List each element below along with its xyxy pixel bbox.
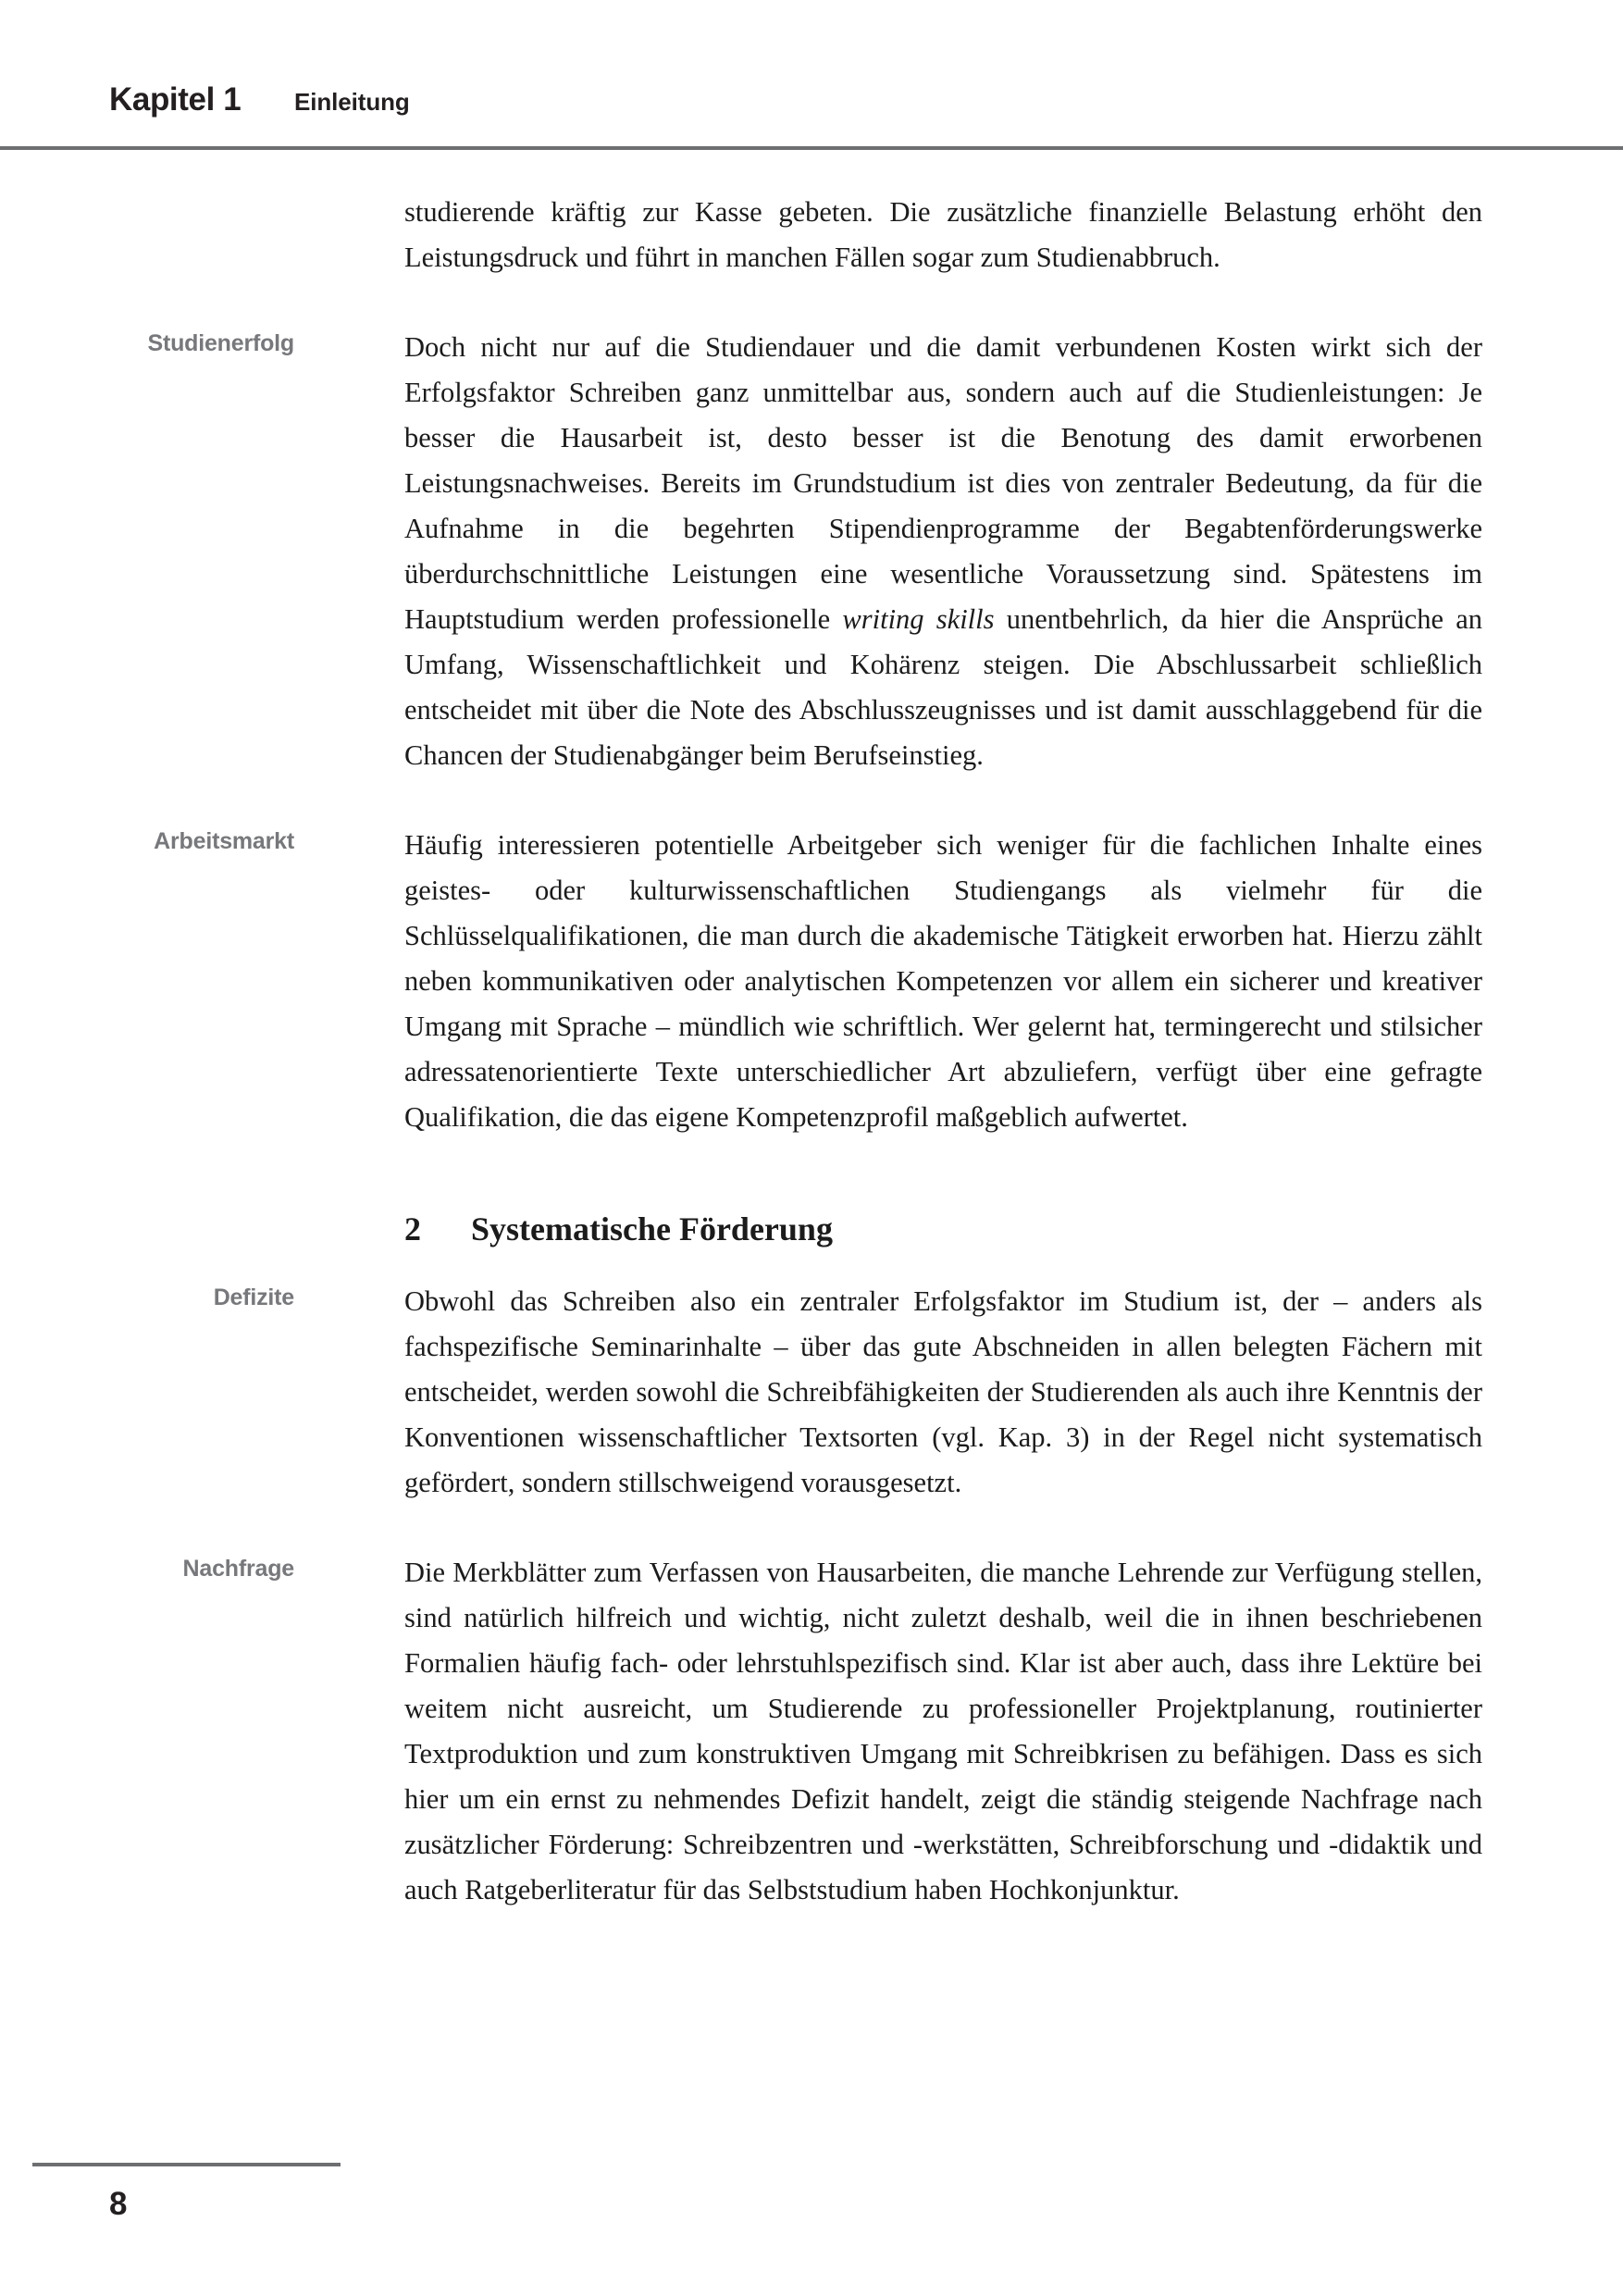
marginal-note-studienerfolg: Studienerfolg	[147, 330, 294, 356]
paragraph-intro: studierende kräftig zur Kasse gebeten. Die zusätzliche finanzielle Belastung erhöht den Leistungsdruck und führt in manchen Fällen sogar zum Studienabbruch.	[404, 196, 1482, 273]
italic-term-writing-skills: writing skills	[842, 603, 995, 635]
paragraph-block-nachfrage	[0, 1550, 1623, 1913]
section-spacer-top	[0, 1140, 1623, 1207]
body-column	[404, 190, 1482, 280]
paragraph-spacer	[0, 1506, 1623, 1550]
paragraph-nachfrage: Die Merkblätter zum Verfassen von Hausarbeiten, die manche Lehrende zur Verfügung stellen, sind natürlich hilfreich und wichtig, nicht zuletzt deshalb, weil die in ihnen beschriebenen Formalien häufig fach- oder lehrstuhlspezifisch sind. Klar ist aber auch, dass ihre Lektüre bei weitem nicht ausreicht, um Studierende zu professioneller Projektplanung, routinierter Textproduktion und zum konstruktiven Umgang mit Schreibkrisen zu befähigen. Dass es sich hier um ein ernst zu nehmendes Defizit handelt, zeigt die ständig steigende Nachfrage nach zusätzlicher Förderung: Schreibzentren und -werkstätten, Schreibforschung und -didaktik und auch Ratgeberliteratur für das Selbststudium haben Hochkonjunktur.	[404, 1557, 1482, 1905]
paragraph-block-studienerfolg	[0, 325, 1623, 778]
body-column	[404, 1279, 1482, 1506]
page-content	[0, 190, 1623, 1913]
paragraph-defizite: Obwohl das Schreiben also ein zentraler Erfolgsfaktor im Studium ist, der – anders als fachspezifische Seminarinhalte – über das gute Abschneiden in allen belegten Fächern mit entscheidet, werden sowohl die Schreibfähigkeiten der Studierenden als auch ihre Kenntnis der Konventionen wissenschaftlicher Textsorten (vgl. Kap. 3) in der Regel nicht systematisch gefördert, sondern stillschweigend vorausgesetzt.	[404, 1285, 1482, 1498]
paragraph-block-defizite	[0, 1279, 1623, 1506]
body-column	[404, 823, 1482, 1140]
marginal-note-arbeitsmarkt: Arbeitsmarkt	[154, 828, 294, 854]
section-number: 2	[404, 1210, 421, 1247]
paragraph-studienerfolg	[404, 325, 1482, 778]
page-number: 8	[109, 2186, 128, 2222]
paragraph-block-arbeitsmarkt	[0, 823, 1623, 1140]
header-divider-rule	[0, 146, 1623, 150]
paragraph-arbeitsmarkt: Häufig interessieren potentielle Arbeitgeber sich weniger für die fachlichen Inhalte eines geistes- oder kulturwissenschaftlichen Studiengangs als vielmehr für die Schlüsselqualifikationen, die man durch die akademische Tätigkeit erworben hat. Hierzu zählt neben kommunikativen oder analytischen Kompetenzen vor allem ein sicherer und kreativer Umgang mit Sprache – mündlich wie schriftlich. Wer gelernt hat, termingerecht und stilsicher adressatenorientierte Texte unterschiedlicher Art abzuliefern, verfügt über eine gefragte Qualifikation, die das eigene Kompetenzprofil maßgeblich aufwertet.	[404, 829, 1482, 1133]
footer-divider-rule	[32, 2163, 341, 2166]
running-head	[109, 81, 1623, 118]
section-spacer-bottom	[0, 1251, 1623, 1279]
section-title: Systematische Förderung	[471, 1210, 833, 1247]
chapter-title: Einleitung	[294, 88, 410, 116]
section-heading	[404, 1207, 1482, 1251]
body-column	[404, 325, 1482, 778]
body-column	[404, 1550, 1482, 1913]
chapter-label: Kapitel 1	[109, 81, 242, 118]
marginal-note-defizite: Defizite	[213, 1285, 294, 1310]
paragraph-studienerfolg-part1: Doch nicht nur auf die Studiendauer und die damit verbundenen Kosten wirkt sich der Erfolgsfaktor Schreiben ganz unmittelbar aus, sondern auch auf die Studienleistungen: Je besser die Hausarbeit ist, desto besser ist die Benotung des damit erworbenen Leistungsnachweises. Bereits im Grundstudium ist dies von zentraler Bedeutung, da für die Aufnahme in die begehrten Stipendienprogramme der Begabtenförderungswerke überdurchschnittliche Leistungen eine wesentliche Voraussetzung sind. Spätestens im Hauptstudium werden professionelle	[404, 331, 1482, 635]
paragraph-block-intro	[0, 190, 1623, 280]
marginal-note-nachfrage: Nachfrage	[182, 1556, 294, 1582]
paragraph-studienerfolg-part2: unentbehrlich, da hier die Ansprüche an Umfang, Wissenschaftlichkeit und Kohärenz steigen. Die Abschlussarbeit schließlich entscheidet mit über die Note des Abschlusszeugnisses und ist damit ausschlaggebend für die Chancen der Studienabgänger beim Berufseinstieg.	[404, 603, 1483, 771]
paragraph-spacer	[0, 280, 1623, 325]
paragraph-spacer	[0, 778, 1623, 823]
